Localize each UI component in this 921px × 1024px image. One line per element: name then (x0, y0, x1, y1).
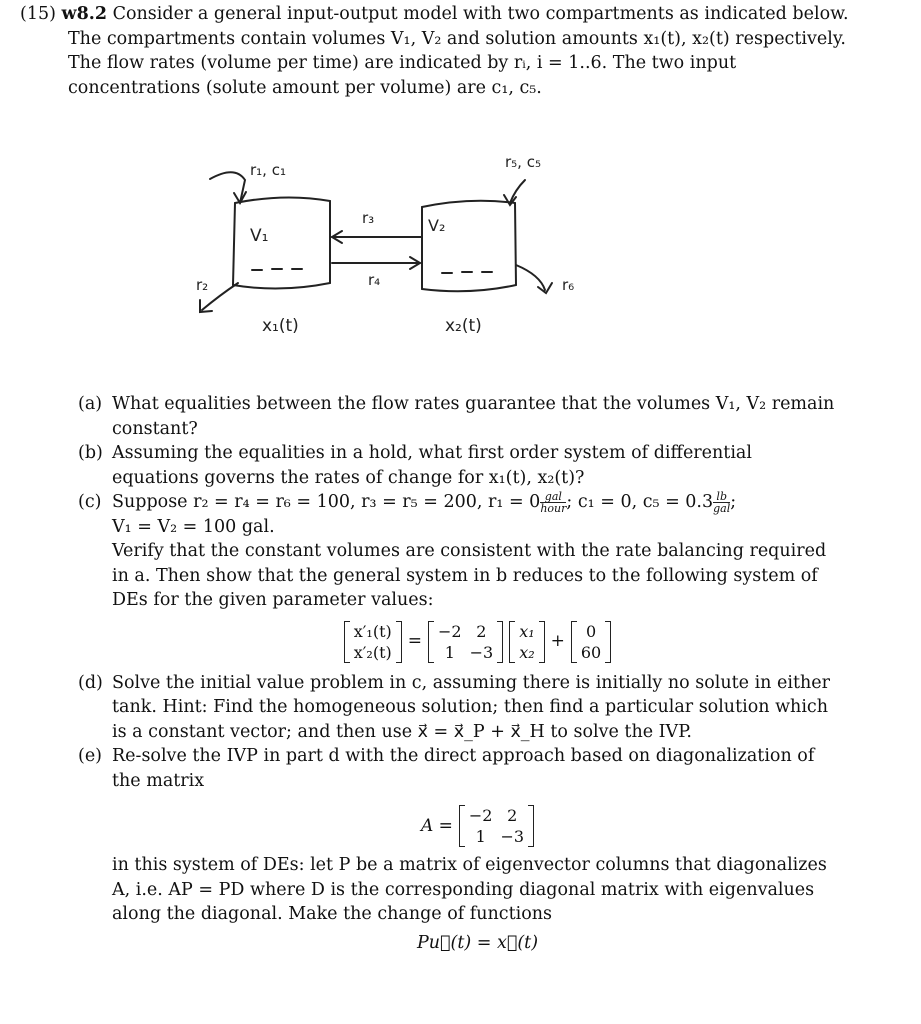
tank2-level (442, 272, 492, 273)
ea12: 2 (507, 806, 518, 825)
a21: 1 (444, 642, 455, 662)
unit2-den: gal (713, 502, 731, 515)
part-b (78, 441, 843, 490)
part-c-label: (c) (78, 492, 102, 512)
part-d (78, 671, 843, 745)
tank1-top (235, 197, 330, 203)
part-c-text: Verify that the constant volumes are consistent with the rate balancing required in a. Then show that the general system in b reduces to the following system of DEs for the given parameter values: (112, 541, 827, 610)
part-e-label: (e) (78, 746, 103, 766)
a22: −3 (469, 642, 494, 662)
part-a-label: (a) (78, 394, 103, 414)
b-entry-1: 0 (585, 621, 597, 641)
part-d-text: Solve the initial value problem in c, assuming there is initially no solute in either tank. Hint: Find the homogeneous solution; then find a particular solution which is a constant vector; and then use x⃗ = x⃗_P + x⃗_H to solve the IVP. (112, 672, 830, 742)
label-r4: r₄ (368, 271, 381, 289)
label-x2: x₂(t) (445, 316, 482, 336)
inflow-r5-arrow (510, 180, 525, 203)
part-d-label: (d) (78, 672, 103, 693)
label-r2: r₂ (196, 276, 209, 294)
part-a (78, 392, 843, 441)
inflow-r1-arrow (210, 172, 245, 203)
label-x1: x₁(t) (262, 316, 299, 336)
label-r1-c1: r₁, c₁ (250, 161, 286, 179)
tank1-label: V₁ (250, 226, 269, 246)
ea11: −2 (468, 806, 493, 825)
a11: −2 (438, 621, 462, 641)
part-c-volumes: V₁ = V₂ = 100 gal. (112, 516, 275, 537)
x-vector (509, 621, 544, 663)
matrix-a (459, 805, 534, 847)
coefficient-matrix (428, 621, 503, 663)
x-entry-1: x₁ (519, 621, 535, 641)
tank2-bottom (422, 285, 516, 291)
part-a-text: What equalities between the flow rates guarantee that the volumes V₁, V₂ remain constant? (112, 394, 835, 439)
problem-tag: w8.2 (61, 4, 108, 24)
part-c-params (112, 490, 843, 515)
equals-sign: = (407, 631, 422, 652)
part-c-line1-mid: ; c₁ = 0, c₅ = 0.3 (566, 492, 714, 512)
problem-intro (20, 2, 860, 100)
problem-number: (15) (20, 4, 56, 24)
matrix-a-lhs: A = (420, 815, 453, 836)
intro-paragraph (20, 2, 860, 100)
label-r5-c5: r₅, c₅ (505, 153, 541, 171)
x-entry-2: x₂ (519, 642, 535, 662)
label-r6: r₆ (562, 276, 575, 294)
unit1-num: gal (540, 491, 566, 503)
b-entry-2: 60 (580, 642, 602, 662)
plus-sign: + (550, 631, 565, 652)
intro-line-4: input concentrations (solute amount per volume) are c₁, c₅. (68, 53, 737, 98)
tank2-label: V₂ (428, 216, 446, 235)
part-c-line1-pre: Suppose r₂ = r₄ = r₆ = 100, r₃ = r₅ = 200, r₁ = 0 (112, 492, 541, 512)
label-r3: r₃ (362, 209, 375, 227)
part-c (78, 490, 843, 663)
tank2-right (515, 203, 516, 285)
a12: 2 (476, 621, 487, 641)
intro-line-3: respectively. The flow rates (volume per time) are indicated by rᵢ, i = 1..6. The two (68, 28, 846, 73)
forcing-vector (571, 621, 611, 663)
lhs-vector (344, 621, 402, 663)
change-of-functions: Pu⃗(t) = x⃗(t) (416, 932, 539, 953)
matrix-a-display (112, 805, 843, 847)
de-system-equation (112, 621, 843, 663)
intro-line-1: Consider a general input-output model with two compartments as indicated (112, 4, 787, 24)
lhs-entry-1: x′₁(t) (353, 621, 392, 641)
tank1-bottom (233, 283, 330, 289)
compartment-diagram (190, 145, 610, 345)
lhs-entry-2: x′₂(t) (353, 642, 392, 662)
ea21: 1 (475, 827, 486, 846)
tank1-left (233, 203, 235, 285)
diagram-svg (190, 145, 610, 345)
part-b-label: (b) (78, 443, 103, 463)
part-c-line1-end: ; (730, 492, 737, 512)
part-e (78, 744, 843, 955)
tank1-level (252, 269, 302, 270)
part-b-text: Assuming the equalities in a hold, what first order system of differential equations governs the rates of change for x₁(t), x₂(t)? (112, 443, 752, 488)
part-e-text-2: in this system of DEs: let P be a matrix of eigenvector columns that diagonalizes A, i.e. AP = PD where D is the corresponding diagonal matrix with eigenvalues along the diagonal. Make the change of functions (112, 855, 827, 924)
intro-line-2: below. The compartments contain volumes V₁, V₂ and solution amounts x₁(t), x₂(t) (68, 4, 849, 49)
part-e-text-1: Re-solve the IVP in part d with the direct approach based on diagonalization of the matrix (112, 746, 815, 791)
unit2-num: lb (713, 491, 730, 503)
tank2-top (422, 201, 515, 207)
unit1-den: hour (540, 502, 567, 515)
unit-gal-per-hour (540, 491, 566, 514)
unit-lb-per-gal (713, 491, 730, 514)
outflow-r6-arrow (516, 265, 545, 290)
problem-parts (78, 392, 843, 955)
ea22: −3 (500, 827, 525, 846)
